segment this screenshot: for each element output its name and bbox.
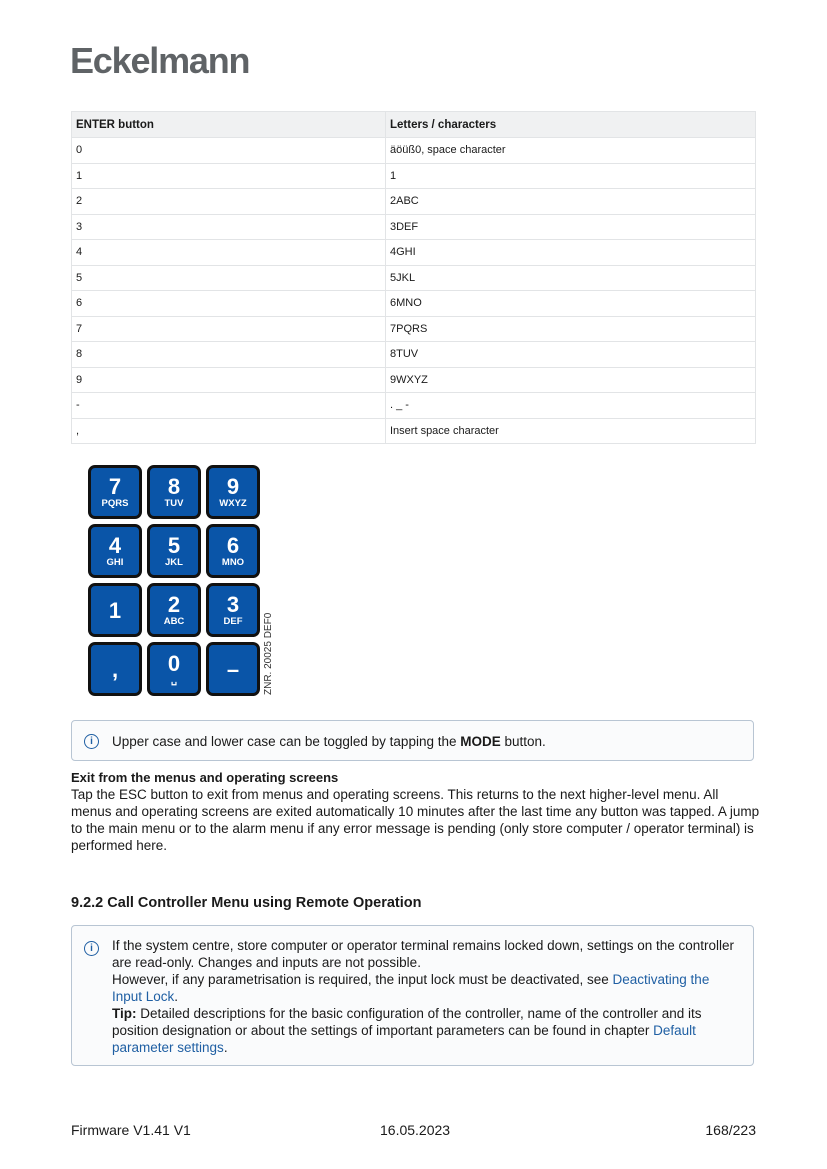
table-row <box>72 214 756 240</box>
exit-heading: Exit from the menus and operating screens <box>71 770 339 785</box>
table-row <box>72 138 756 164</box>
keypad-key <box>147 465 201 519</box>
characters-cell: 4GHI <box>386 240 756 266</box>
key-letters: MNO <box>221 557 245 568</box>
enter-button-cell: 9 <box>72 367 386 393</box>
enter-button-cell: 4 <box>72 240 386 266</box>
keypad-key <box>88 642 142 696</box>
keypad-key <box>206 642 260 696</box>
key-number: – <box>226 657 240 682</box>
keypad-key <box>88 524 142 578</box>
exit-body: Tap the ESC button to exit from menus and operating screens. This returns to the next higher-level menu. All menus and operating screens are exited automatically 10 minutes after the last time any button was tapped. A jump to the main menu or to the alarm menu if any error message is pending (only store computer / operator terminal) is performed here. <box>71 787 760 853</box>
keypad-key <box>206 465 260 519</box>
enter-button-cell: 8 <box>72 342 386 368</box>
characters-cell: . _ - <box>386 393 756 419</box>
table-row <box>72 316 756 342</box>
key-letters: WXYZ <box>219 498 247 509</box>
key-number: 3 <box>226 592 240 617</box>
note-text: If the system centre, store computer or operator terminal remains locked down, settings on the controller are read-only. Changes and inputs are not possible. However, if any parametrisation is required, the input lock must be deactivated, see Deactivating the Input Lock. Tip: Detailed descriptions for the basic configuration of the controller, name of the controller and its position designation or about the settings of important parameters can be found in chapter Default parameter settings. <box>112 938 735 1055</box>
key-number: 8 <box>167 474 181 499</box>
table-row <box>72 342 756 368</box>
info-icon: i <box>84 941 99 956</box>
keypad-key <box>147 642 201 696</box>
section-heading: 9.2.2 Call Controller Menu using Remote Operation <box>71 895 422 911</box>
key-number: 6 <box>226 533 240 558</box>
note-text: Upper case and lower case can be toggled by tapping the MODE button. <box>112 734 546 749</box>
column-header: Letters / characters <box>386 112 756 138</box>
characters-cell: 5JKL <box>386 265 756 291</box>
key-number: 4 <box>108 533 122 558</box>
characters-cell: 8TUV <box>386 342 756 368</box>
key-number: 1 <box>108 598 122 623</box>
footer-firmware: Firmware V1.41 V1 <box>71 1122 191 1138</box>
characters-cell: 1 <box>386 163 756 189</box>
table-row <box>72 418 756 444</box>
keypad-key <box>206 524 260 578</box>
key-letters: ABC <box>163 616 185 627</box>
table-row <box>72 240 756 266</box>
enter-button-table <box>71 111 756 444</box>
characters-cell: 9WXYZ <box>386 367 756 393</box>
footer-date: 16.05.2023 <box>380 1122 451 1138</box>
keypad-key <box>147 524 201 578</box>
key-letters: JKL <box>165 557 183 568</box>
info-note-remote <box>71 925 754 1066</box>
key-letters: DEF <box>223 616 243 627</box>
enter-button-cell: 0 <box>72 138 386 164</box>
characters-cell: äöüß0, space character <box>386 138 756 164</box>
key-letters: GHI <box>106 557 124 568</box>
keypad-key <box>147 583 201 637</box>
enter-button-cell: 6 <box>72 291 386 317</box>
key-number: , <box>111 657 119 682</box>
key-letters: PQRS <box>101 498 129 509</box>
characters-cell: 2ABC <box>386 189 756 215</box>
info-icon: i <box>84 734 99 749</box>
table-row <box>72 291 756 317</box>
info-note <box>71 720 754 761</box>
table-row <box>72 189 756 215</box>
table-row <box>72 367 756 393</box>
enter-button-cell: , <box>72 418 386 444</box>
key-number: 5 <box>167 533 181 558</box>
table-row <box>72 163 756 189</box>
column-header: ENTER button <box>72 112 386 138</box>
eckelmann-logo: Eckelmann <box>70 40 250 81</box>
enter-button-cell: 3 <box>72 214 386 240</box>
enter-button-cell: 1 <box>72 163 386 189</box>
enter-button-cell: 2 <box>72 189 386 215</box>
key-number: 0 <box>167 651 181 676</box>
characters-cell: 7PQRS <box>386 316 756 342</box>
table-row <box>72 393 756 419</box>
keypad-key <box>206 583 260 637</box>
key-number: 7 <box>108 474 122 499</box>
key-number: 9 <box>226 474 240 499</box>
characters-cell: 3DEF <box>386 214 756 240</box>
link-deactivating-input-lock[interactable]: Deactivating the Input Lock <box>112 972 710 1004</box>
table-row <box>72 265 756 291</box>
enter-button-cell: 7 <box>72 316 386 342</box>
exit-section <box>71 769 761 854</box>
keypad-key <box>88 465 142 519</box>
characters-cell: Insert space character <box>386 418 756 444</box>
table-header-row <box>72 112 756 138</box>
enter-button-cell: - <box>72 393 386 419</box>
enter-button-cell: 5 <box>72 265 386 291</box>
link-default-parameter-settings[interactable]: Default parameter settings <box>112 1023 696 1055</box>
key-letters: TUV <box>164 498 184 509</box>
characters-cell: 6MNO <box>386 291 756 317</box>
keypad-key <box>88 583 142 637</box>
footer-page-number: 168/223 <box>705 1122 756 1138</box>
figure-id: ZNR. 20025 DEF0 <box>263 612 274 695</box>
key-letters: ␣ <box>170 675 178 686</box>
key-number: 2 <box>167 592 181 617</box>
